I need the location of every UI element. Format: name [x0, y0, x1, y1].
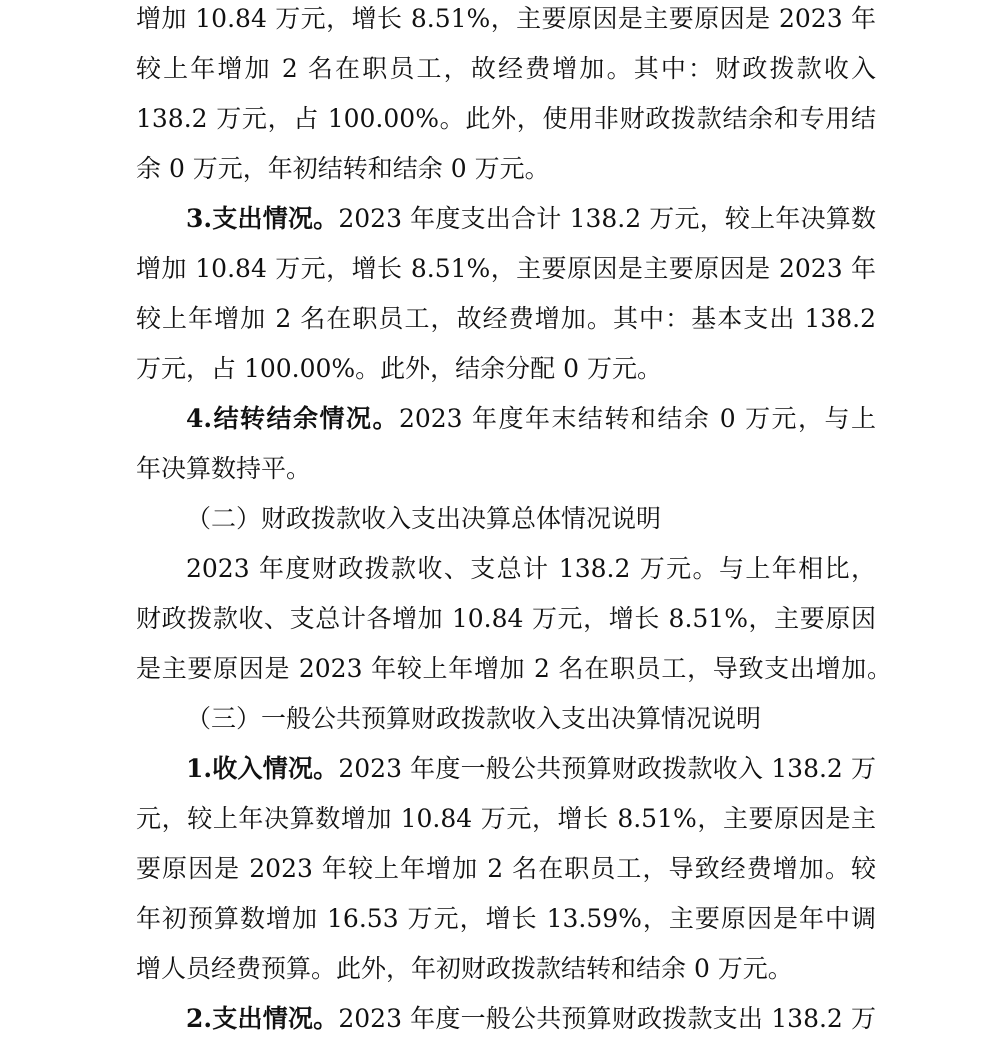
section-expenditure-line — [186, 1002, 876, 1036]
paragraph-line: 增加 10.84 万元，增长 8.51%，主要原因是主要原因是 2023 年 — [136, 4, 876, 33]
section-heading-expenditure: 2.支出情况。 — [186, 1004, 339, 1033]
paragraph-line: 138.2 万元，占 100.00%。此外，使用非财政拨款结余和专用结 — [136, 104, 876, 133]
paragraph-line: 增加 10.84 万元，增长 8.51%，主要原因是主要原因是 2023 年 — [136, 254, 876, 283]
paragraph-line: 是主要原因是 2023 年较上年增加 2 名在职员工，导致支出增加。 — [136, 654, 892, 683]
paragraph-line: 较上年增加 2 名在职员工，故经费增加。其中：财政拨款收入 — [136, 54, 876, 83]
section-income-line — [186, 752, 876, 786]
subsection-heading-fiscal-total: （二）财政拨款收入支出决算总体情况说明 — [186, 504, 662, 533]
paragraph-line: 财政拨款收、支总计各增加 10.84 万元，增长 8.51%，主要原因 — [136, 604, 876, 633]
section-heading-income: 1.收入情况。 — [186, 754, 339, 783]
paragraph-line: 较上年增加 2 名在职员工，故经费增加。其中：基本支出 138.2 — [136, 304, 876, 333]
paragraph-text: 2023 年度一般公共预算财政拨款支出 138.2 万 — [338, 1004, 876, 1033]
paragraph-line: 元，较上年决算数增加 10.84 万元，增长 8.51%，主要原因是主 — [136, 804, 876, 833]
paragraph-text: 2023 年度一般公共预算财政拨款收入 138.2 万 — [338, 754, 876, 783]
paragraph-line: 年决算数持平。 — [136, 454, 312, 483]
paragraph-text: 2023 年度支出合计 138.2 万元，较上年决算数 — [338, 204, 876, 233]
paragraph-line: 要原因是 2023 年较上年增加 2 名在职员工，导致经费增加。较 — [136, 854, 876, 883]
paragraph-line: 2023 年度财政拨款收、支总计 138.2 万元。与上年相比， — [186, 554, 876, 583]
paragraph-line: 万元，占 100.00%。此外，结余分配 0 万元。 — [136, 354, 662, 383]
section-expense-line — [186, 202, 876, 236]
section-heading-carryover: 4.结转结余情况。 — [186, 404, 399, 433]
paragraph-line: 增人员经费预算。此外，年初财政拨款结转和结余 0 万元。 — [136, 954, 793, 983]
paragraph-text: 2023 年度年末结转和结余 0 万元，与上 — [398, 404, 877, 433]
subsection-heading-general-budget: （三）一般公共预算财政拨款收入支出决算情况说明 — [186, 704, 762, 733]
paragraph-line: 余 0 万元，年初结转和结余 0 万元。 — [136, 154, 550, 183]
paragraph-line: 年初预算数增加 16.53 万元，增长 13.59%，主要原因是年中调 — [136, 904, 876, 933]
section-carryover-line — [186, 402, 876, 436]
section-heading-expense: 3.支出情况。 — [186, 204, 339, 233]
